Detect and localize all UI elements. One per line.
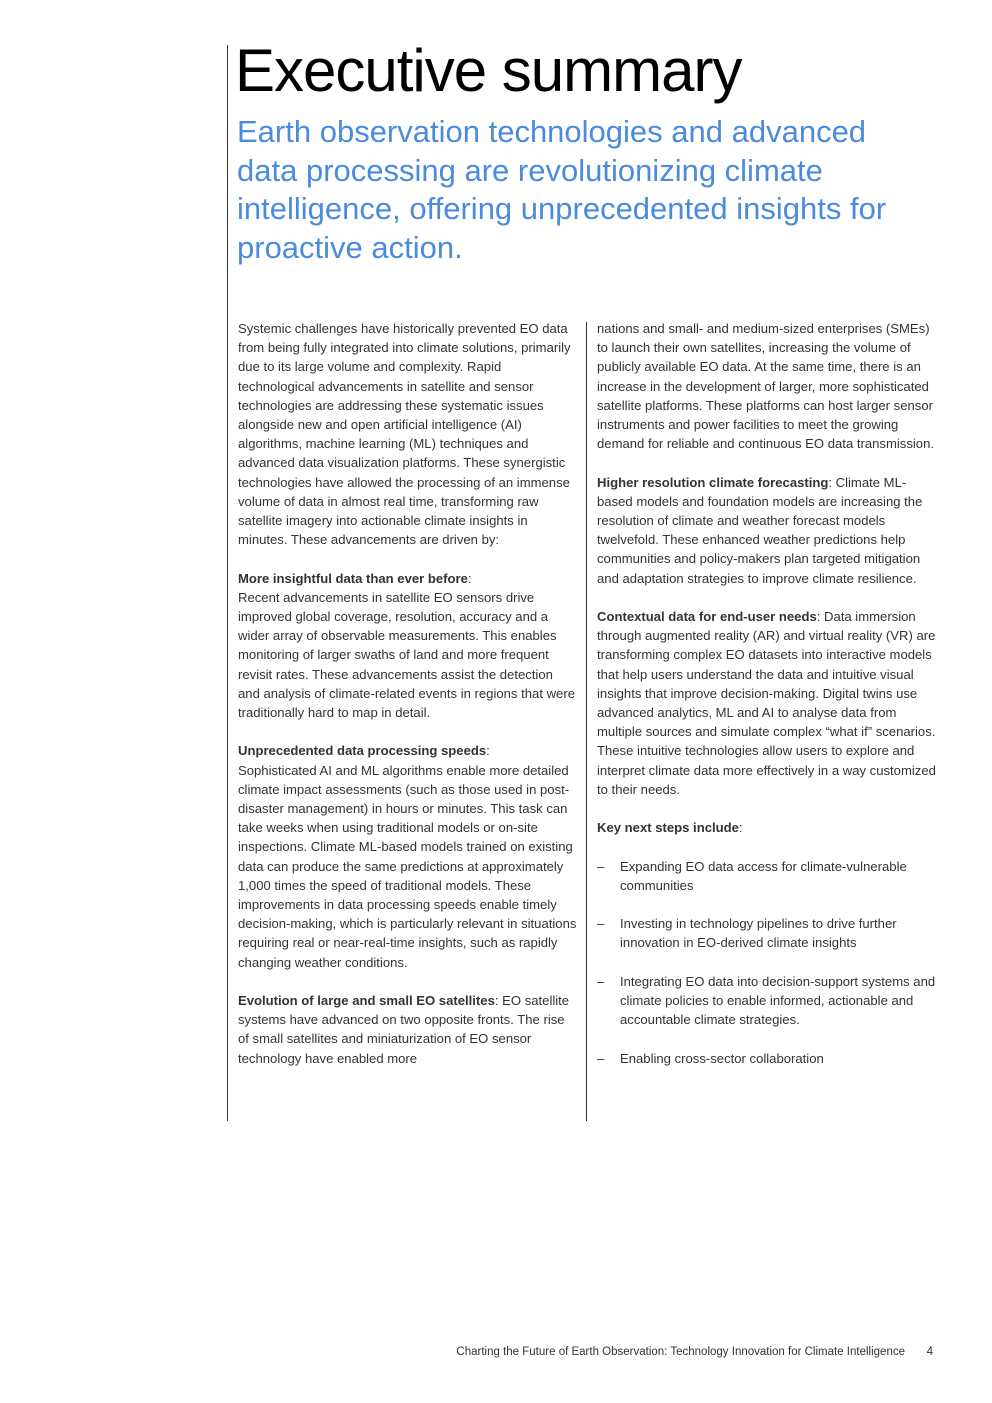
section-heading: Contextual data for end-user needs bbox=[597, 609, 817, 625]
left-vertical-rule bbox=[227, 45, 228, 1121]
dash-bullet: – bbox=[597, 973, 605, 989]
column-divider-rule bbox=[586, 322, 587, 1121]
footer-report-subtitle: Technology Innovation for Climate Intelligence bbox=[670, 1346, 905, 1358]
section-insightful-data: More insightful data than ever before: Recent advancements in satellite EO sensors drive improved global coverage, resolution, accuracy and a wider array of observable measurements. This enables monitoring of larger swaths of land and more frequent revisit rates. These advancements assist the detection and analysis of climate-related events in regions that were traditionally hard to map in detail. bbox=[238, 570, 575, 721]
section-contextual-data: Contextual data for end-user needs: Data immersion through augmented reality (AR) and virtual reality (VR) are transforming complex EO datasets into interactive models that help users understand the data and intuitive visual insights that improve decision-making. Digital twins use advanced analytics, ML and AI to analyse data from multiple sources and simulate complex “what if” scenarios. These intuitive technologies allow users to explore and interpret climate data more effectively in a way customized to their needs. bbox=[597, 609, 936, 797]
section-heading: More insightful data than ever before bbox=[238, 570, 468, 586]
page-footer bbox=[300, 1346, 933, 1358]
section-body: Recent advancements in satellite EO sensors drive improved global coverage, resolution, accuracy and a wider array of observable measurements. This enables monitoring of larger swaths of land and more frequent revisit rates. These advancements assist the detection and analysis of climate-related events in regions that were traditionally hard to map in detail. bbox=[238, 589, 575, 721]
dash-bullet: – bbox=[597, 1050, 605, 1066]
intro-paragraph: Systemic challenges have historically prevented EO data from being fully integrated into climate solutions, primarily due to its large volume and complexity. Rapid technological advancements in satellite and sensor technologies are addressing these systematic issues alongside new and open artificial intelligence (AI) algorithms, machine learning (ML) techniques and advanced data visualization platforms. These synergistic technologies have allowed the processing of an immense volume of data in almost real time, transforming raw satellite imagery into actionable climate insights in minutes. These advancements are driven by: bbox=[238, 321, 571, 548]
footer-report-title: Charting the Future of Earth Observation: bbox=[456, 1346, 668, 1358]
page-number: 4 bbox=[926, 1346, 933, 1358]
page-subtitle: Earth observation technologies and advanced data processing are revolutionizing climate intelligence, offering unprecedented insights for proactive action. bbox=[237, 114, 887, 265]
right-column bbox=[597, 319, 937, 1087]
list-item: – Investing in technology pipelines to drive further innovation in EO-derived climate insights bbox=[597, 916, 897, 951]
section-eo-satellites-continued: nations and small- and medium-sized enterprises (SMEs) to launch their own satellites, increasing the volume of publicly available EO data. At the same time, there is an increase in the development of larger, more sophisticated satellite platforms. These platforms can host larger sensor instruments and power facilities to meet the growing demand for reliable and continuous EO data transmission. bbox=[597, 321, 934, 452]
list-item: – Enabling cross-sector collaboration bbox=[597, 1049, 937, 1068]
section-eo-satellites: Evolution of large and small EO satellites: EO satellite systems have advanced on two opposite fronts. The rise of small satellites and miniaturization of EO sensor technology have enabled more bbox=[238, 993, 570, 1066]
list-item: – Integrating EO data into decision-support systems and climate policies to enable informed, actionable and accountable climate strategies. bbox=[597, 973, 936, 1028]
next-steps-heading: Key next steps include bbox=[597, 820, 739, 836]
section-body: Sophisticated AI and ML algorithms enable more detailed climate impact assessments (such as those used in post-disaster management) in hours or minutes. This task can take weeks when using traditional models or on-site inspections. Climate ML-based models trained on existing data can produce the same predictions at approximately 1,000 times the speed of traditional models. These improvements in data processing speeds enable timely decision-making, which is particularly relevant in situations requiring real or near-real-time insights, such as rapidly changing weather conditions. bbox=[238, 762, 577, 970]
section-body: Data immersion through augmented reality (AR) and virtual reality (VR) are transforming complex EO datasets into interactive models that help users understand the data and intuitive visual insights that improve decision-making. Digital twins use advanced analytics, ML and AI to analyse data from multiple sources and simulate complex “what if” scenarios. These intuitive technologies allow users to explore and interpret climate data more effectively in a way customized to their needs. bbox=[597, 609, 936, 797]
dash-bullet: – bbox=[597, 858, 605, 874]
section-climate-forecasting: Higher resolution climate forecasting: Climate ML-based models and foundation models are increasing the resolution of climate and weather forecast models twelvefold. These enhanced weather predictions help communities and policy-makers plan targeted mitigation and adaptation strategies to improve climate resilience. bbox=[597, 474, 923, 586]
left-column bbox=[238, 319, 578, 1087]
dash-bullet: – bbox=[597, 916, 605, 932]
section-heading: Evolution of large and small EO satellites bbox=[238, 993, 495, 1009]
section-body: Climate ML-based models and foundation models are increasing the resolution of climate and weather forecast models twelvefold. These enhanced weather predictions help communities and policy-makers plan targeted mitigation and adaptation strategies to improve climate resilience. bbox=[597, 474, 923, 586]
page-title: Executive summary bbox=[235, 37, 742, 104]
section-heading: Unprecedented data processing speeds bbox=[238, 743, 487, 759]
section-body: EO satellite systems have advanced on two opposite fronts. The rise of small satellites and miniaturization of EO sensor technology have enabled more bbox=[238, 993, 570, 1066]
next-steps-heading-line: Key next steps include: bbox=[597, 820, 743, 836]
list-item: – Expanding EO data access for climate-vulnerable communities bbox=[597, 858, 907, 893]
next-steps-list bbox=[597, 857, 937, 1068]
section-processing-speeds: Unprecedented data processing speeds: Sophisticated AI and ML algorithms enable more detailed climate impact assessments (such as those used in post-disaster management) in hours or minutes. This task can take weeks when using traditional models or on-site inspections. Climate ML-based models trained on existing data can produce the same predictions at approximately 1,000 times the speed of traditional models. These improvements in data processing speeds enable timely decision-making, which is particularly relevant in situations requiring real or near-real-time insights, such as rapidly changing weather conditions. bbox=[238, 743, 577, 970]
section-heading: Higher resolution climate forecasting bbox=[597, 474, 829, 490]
